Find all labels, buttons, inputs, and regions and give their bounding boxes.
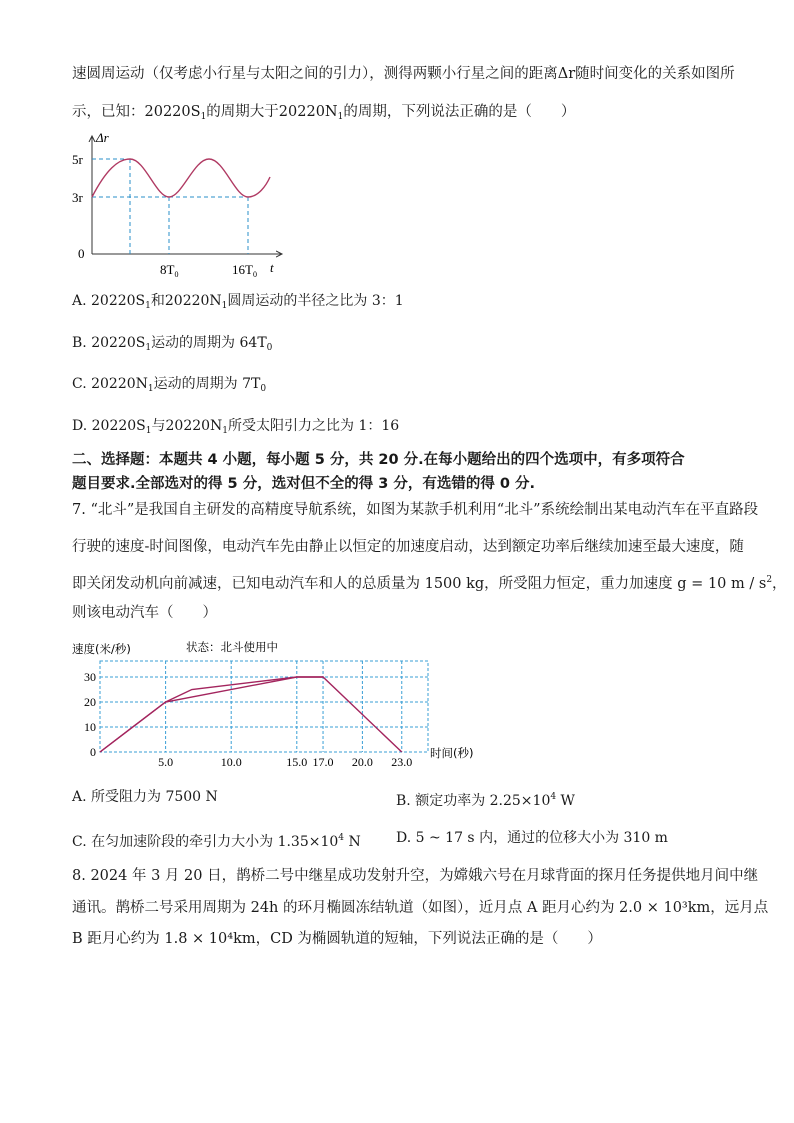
tick-3r: 3r [72,190,83,205]
q7-stem-line4: 则该电动汽车（ ） [72,605,217,621]
q7-option-d[interactable]: D. 5 ~ 17 s 内，通过的位移大小为 310 m [396,830,668,846]
x-tick-label: 10.0 [220,755,242,769]
q6-option-b[interactable]: B. $20220S_1$运动的周期为 $64T_0$ [72,335,273,353]
tick-5r: 5r [72,152,83,167]
q7-option-c[interactable]: C. 在匀加速阶段的牵引力大小为 $1.35\times 10^4$ N [72,833,361,850]
q6-stem-line1: 速圆周运动（仅考虑小行星与太阳之间的引力），测得两颗小行星之间的距离Δr随时间变化的关系如图所 [72,66,735,82]
x-tick-label: 17.0 [312,755,334,769]
y-tick-label: 20 [84,695,96,709]
subscript: 1 [337,112,344,122]
series-line-lower [100,677,323,752]
tick-0: 0 [78,246,85,261]
q7-stem-line2: 行驶的速度-时间图像，电动汽车先由静止以恒定的加速度启动，达到额定功率后继续加速至最大速度，随 [72,539,744,555]
y-tick-label: 10 [84,720,96,734]
series-line-upper [100,677,402,752]
q7-velocity-time-chart [68,636,508,771]
y-tick-label: 0 [90,745,96,759]
subscript: 1 [200,112,207,122]
section2-heading-line1: 二、选择题：本题共 4 小题，每小题 5 分，共 20 分.在每小题给出的四个选项中，有多项符合 [72,452,685,468]
q7-stem-line1: 7. “北斗”是我国自主研发的高精度导航系统，如图为某款手机利用“北斗”系统绘制出某电动汽车在平直路段 [72,502,759,518]
q7-option-a[interactable]: A. 所受阻力为 7500 N [72,789,218,805]
q6-stem-line2 [72,102,575,127]
chart-frame [100,661,428,752]
x-tick-label: 20.0 [351,755,373,769]
q6-stem-part-b: 的周期大于20220N [206,104,338,120]
x-tick-label: 23.0 [391,755,413,769]
q8-stem-line3: B 距月心约为 1.8 × 10⁴km，CD 为椭圆轨道的短轴，下列说法正确的是（ ） [72,931,602,947]
q6-stem-part-c: 的周期，下列说法正确的是（ ） [343,104,576,120]
q7-stem-line3: 即关闭发动机向前减速，已知电动汽车和人的总质量为 1500 kg，所受阻力恒定，重力加速度 g = 10 m / $s^2$， [72,575,787,592]
x-tick-label: 15.0 [286,755,308,769]
x-label: t [270,260,274,275]
q8-stem-line2: 通讯。鹊桥二号采用周期为 24h 的环月椭圆冻结轨道（如图），近月点 A 距月心约为 2.0 × 10³km，远月点 [72,900,769,916]
tick-8t: $8T_0$ [160,262,179,279]
q6-stem-part-a: 示，已知：20220S [72,104,201,120]
q8-stem-line1: 8. 2024 年 3 月 20 日，鹊桥二号中继星成功发射升空，为嫦娥六号在月球背面的探月任务提供地月间中继 [72,868,759,884]
y-tick-label: 30 [84,670,96,684]
q6-graph [70,130,310,280]
q6-option-d[interactable]: D. $20220S_1$与$20220N_1$所受太阳引力之比为 1：16 [72,418,400,436]
q6-option-a[interactable]: A. $20220S_1$和$20220N_1$圆周运动的半径之比为 3：1 [72,293,404,311]
tick-16t: $16T_0$ [232,262,257,279]
y-label: Δr [96,130,109,145]
section2-heading-line2: 题目要求.全部选对的得 5 分，选对但不全的得 3 分，有选错的得 0 分. [72,476,536,492]
x-tick-label: 5.0 [158,755,174,769]
sine-curve [92,159,270,197]
q6-option-c[interactable]: C. $20220N_1$运动的周期为 $7T_0$ [72,376,267,394]
q7-option-b[interactable]: B. 额定功率为 $2.25\times 10^4$ W [396,792,575,809]
chart-xlabel: 时间(秒) [430,746,474,760]
chart-ylabel: 速度(米/秒) [72,642,131,656]
chart-title: 状态：北斗使用中 [186,640,278,654]
